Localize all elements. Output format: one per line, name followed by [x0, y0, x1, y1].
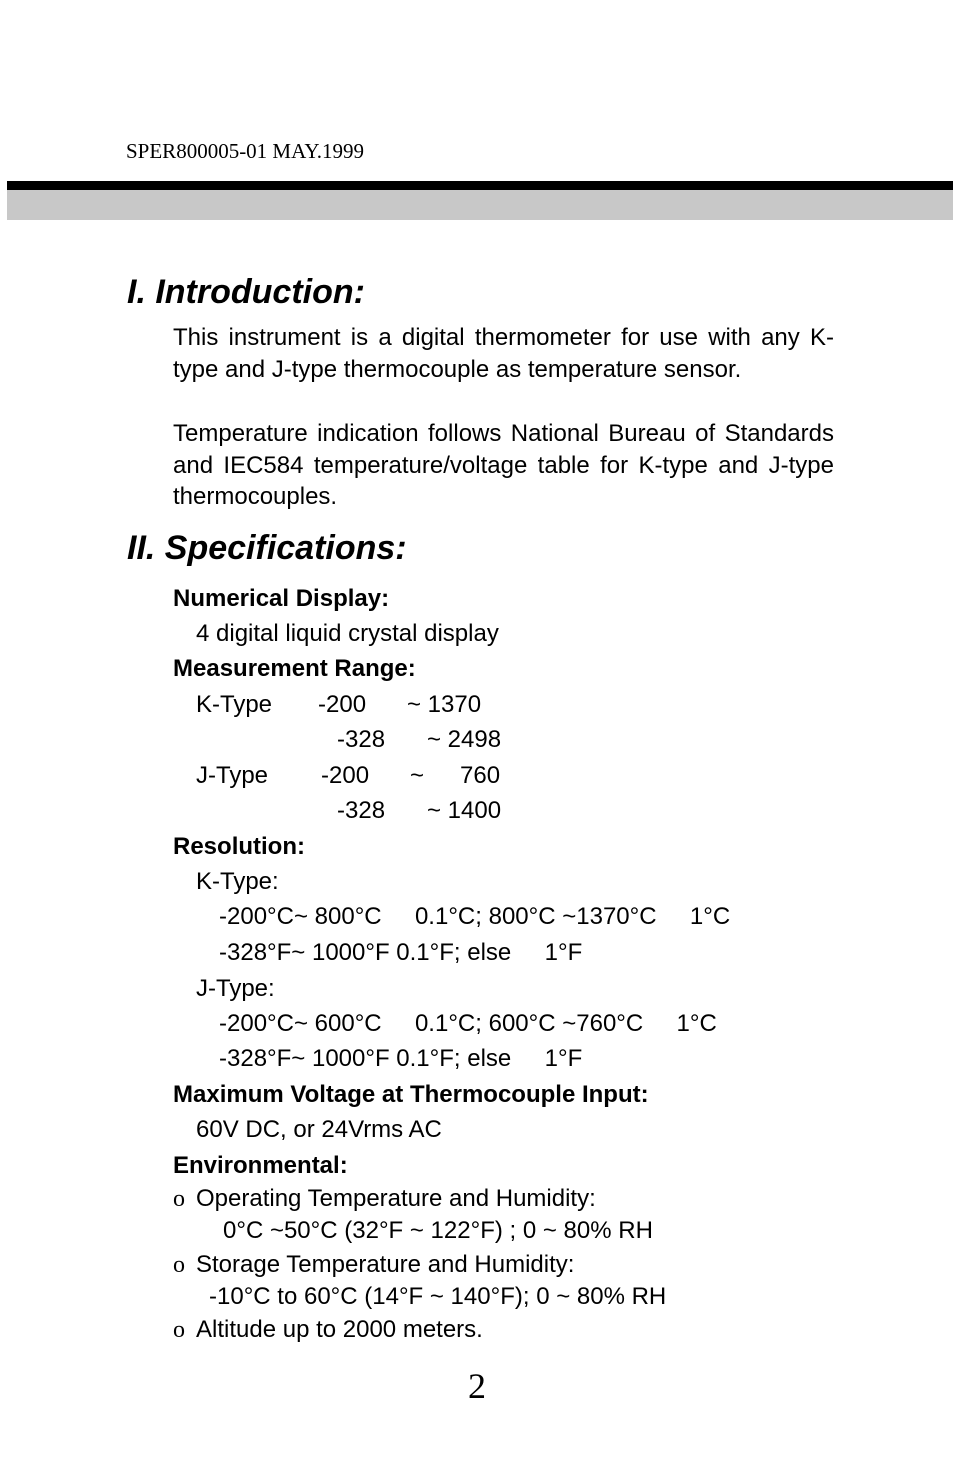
intro-paragraph-1: This instrument is a digital thermometer for use with any K-type and J-type thermocouple as temperature sensor. [173, 324, 834, 383]
operating-conditions-value: 0°C ~50°C (32°F ~ 122°F) ; 0 ~ 80% RH [223, 1217, 653, 1244]
resolution-j-fahrenheit: -328°F~ 1000°F 0.1°F; else 1°F [219, 1045, 583, 1072]
bullet-icon: o [173, 1252, 185, 1278]
range-k-celsius-min: -200 [318, 691, 367, 718]
resolution-k-fahrenheit: -328°F~ 1000°F 0.1°F; else 1°F [219, 939, 583, 966]
operating-conditions-label: Operating Temperature and Humidity: [196, 1185, 596, 1212]
bullet-icon: o [173, 1186, 185, 1212]
header-band-gray [7, 190, 953, 220]
max-voltage-label: Maximum Voltage at Thermocouple Input: [173, 1081, 649, 1108]
introduction-heading: I. Introduction: [127, 273, 365, 311]
measurement-range-label: Measurement Range: [173, 655, 416, 682]
storage-conditions-label: Storage Temperature and Humidity: [196, 1251, 575, 1278]
specifications-heading: II. Specifications: [127, 529, 407, 567]
range-j-celsius-min: -200 [321, 762, 370, 789]
range-j-fahrenheit-max: ~ 1400 [427, 797, 502, 824]
document-id: SPER800005-01 MAY.1999 [126, 139, 365, 163]
header-rule-black [7, 181, 953, 190]
numerical-display-value: 4 digital liquid crystal display [196, 620, 499, 647]
environmental-label: Environmental: [173, 1152, 348, 1179]
altitude-spec: Altitude up to 2000 meters. [196, 1316, 483, 1343]
range-j-celsius-max: 760 [460, 762, 501, 789]
resolution-j-type-label: J-Type: [196, 975, 275, 1002]
range-k-fahrenheit-min: -328 [337, 726, 386, 753]
page-number: 2 [468, 1366, 486, 1406]
numerical-display-label: Numerical Display: [173, 585, 390, 612]
resolution-k-type-label: K-Type: [196, 868, 279, 895]
range-j-type-label: J-Type [196, 762, 269, 789]
range-j-fahrenheit-min: -328 [337, 797, 386, 824]
range-k-type-label: K-Type [196, 691, 273, 718]
resolution-k-celsius: -200°C~ 800°C 0.1°C; 800°C ~1370°C 1°C [219, 903, 731, 930]
bullet-icon: o [173, 1317, 185, 1343]
range-k-fahrenheit-max: ~ 2498 [427, 726, 502, 753]
max-voltage-value: 60V DC, or 24Vrms AC [196, 1116, 442, 1143]
intro-paragraph-2: Temperature indication follows National Bureau of Standards and IEC584 temperature/voltage table for K-type and J-type thermocouples. [173, 420, 834, 511]
storage-conditions-value: -10°C to 60°C (14°F ~ 140°F); 0 ~ 80% RH [209, 1283, 667, 1310]
range-k-celsius-max: ~ 1370 [407, 691, 482, 718]
resolution-j-celsius: -200°C~ 600°C 0.1°C; 600°C ~760°C 1°C [219, 1010, 717, 1037]
range-j-celsius-tilde: ~ [410, 762, 425, 789]
resolution-label: Resolution: [173, 833, 305, 860]
